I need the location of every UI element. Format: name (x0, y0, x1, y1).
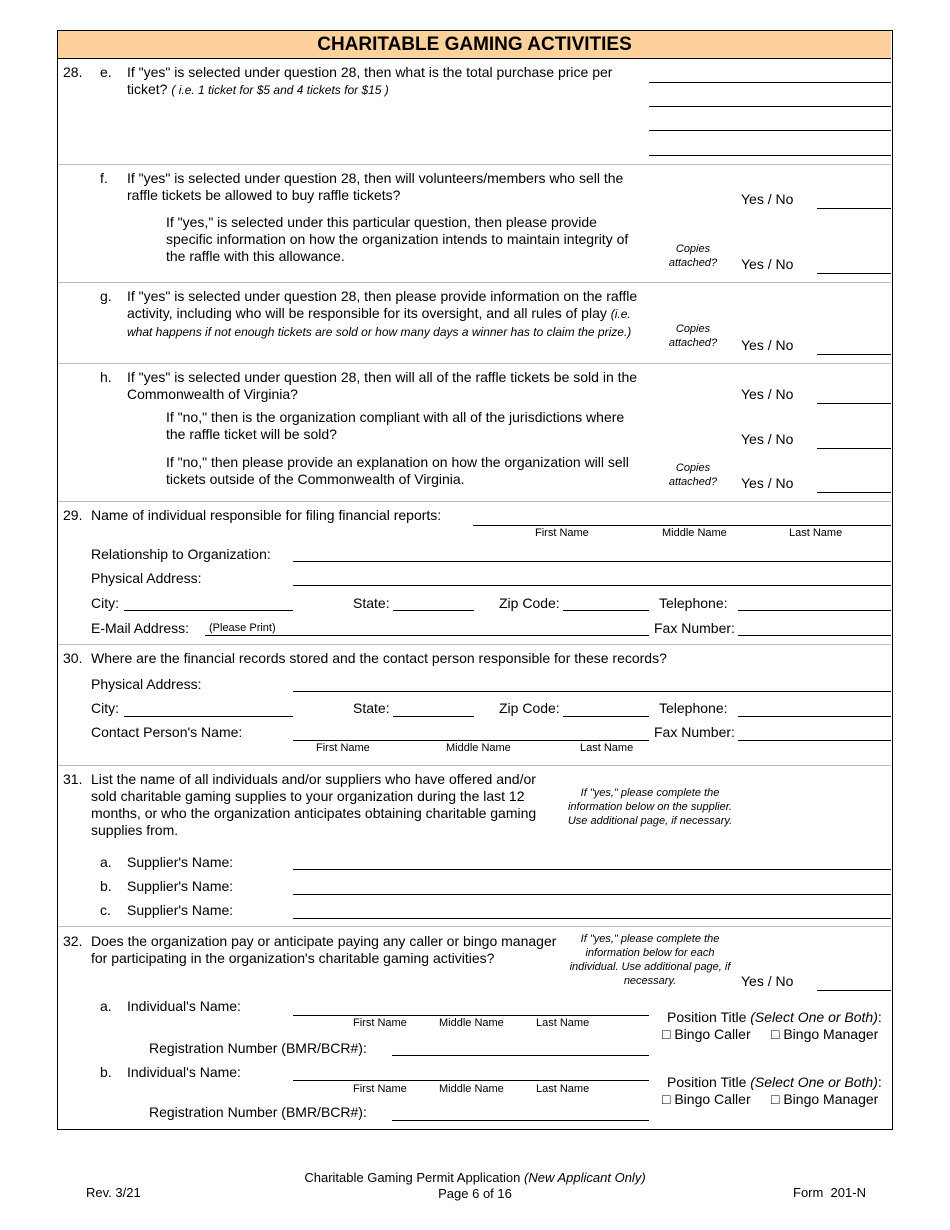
divider (58, 501, 891, 502)
divider (58, 363, 891, 364)
divider (58, 644, 891, 645)
q28g-copies-attached: Copies attached? (668, 323, 718, 349)
q29-fax-label: Fax Number: (654, 620, 735, 636)
q28g-text: If "yes" is selected under question 28, then please provide information on the raffle activity, including who will be responsible for its oversight, and all rules of play (i.e. what happens if not enough tickets are sold or how many days a winner has to claim the prize.) (127, 288, 638, 339)
q29-text: Name of individual responsible for filing financial reports: (91, 507, 442, 523)
q28f-text: If "yes" is selected under question 28, then will volunteers/members who sell the raffle tickets be allowed to buy raffle tickets? (127, 170, 624, 203)
q29-city-field[interactable] (124, 610, 293, 611)
q28h-yes-no[interactable]: Yes / No (741, 386, 794, 402)
q28h-sub1-answer-line[interactable] (817, 448, 891, 449)
q32-yes-no[interactable]: Yes / No (741, 973, 794, 989)
q28h-sub1-yes-no[interactable]: Yes / No (741, 431, 794, 447)
q28f-sub-answer-line[interactable] (817, 273, 891, 274)
q28e-line-3[interactable] (649, 130, 891, 131)
section-header (58, 31, 891, 59)
q30-telephone-field[interactable] (738, 716, 891, 717)
q29-state-label: State: (353, 595, 390, 611)
q30-state-field[interactable] (393, 716, 474, 717)
q29-first-name-caption: First Name (535, 527, 589, 539)
q32a-last-name-caption: Last Name (536, 1017, 590, 1029)
q29-fax-field[interactable] (738, 635, 891, 636)
q28h-sub2-text: If "no," then please provide an explanation on how the organization will sell tickets outside of the Commonwealth of Virginia. (166, 454, 629, 487)
q32-item-letter: b. (100, 1064, 112, 1080)
q29-zip-label: Zip Code: (499, 595, 560, 611)
q28g-yes-no[interactable]: Yes / No (741, 337, 794, 353)
q32-note: If "yes," please complete the information below for each individual. Use additional page, if necessary. (569, 933, 731, 987)
q31a-field[interactable] (293, 869, 891, 870)
q32b-bingo-manager-checkbox[interactable]: □ Bingo Manager (771, 1091, 879, 1107)
q28f-sub-yes-no[interactable]: Yes / No (741, 256, 794, 272)
q29-email-label: E-Mail Address: (91, 620, 190, 636)
q29-telephone-field[interactable] (738, 610, 891, 611)
q31b-field[interactable] (293, 894, 891, 895)
q29-state-field[interactable] (393, 610, 474, 611)
q32b-registration-label: Registration Number (BMR/BCR#): (149, 1104, 367, 1120)
q32a-position-title: Position Title (Select One or Both): (667, 1009, 882, 1025)
q29-telephone-label: Telephone: (659, 595, 728, 611)
q28f-sub-text: If "yes," is selected under this particular question, then please provide specific information on how the organization intends to maintain integrity of the raffle with this allowance. (166, 214, 629, 264)
q30-number: 30. (63, 650, 83, 666)
q28h-text: If "yes" is selected under question 28, then will all of the raffle tickets be sold in the Commonwealth of Virginia? (127, 369, 638, 402)
q30-address-field[interactable] (293, 691, 891, 692)
q31c-field[interactable] (293, 918, 891, 919)
q28g-letter: g. (100, 288, 112, 304)
q29-zip-field[interactable] (563, 610, 649, 611)
q31-note: If "yes," please complete the information below on the supplier. Use additional page, if necessary. (567, 787, 733, 827)
q29-number: 29. (63, 507, 83, 523)
q31-item-letter: c. (100, 902, 111, 918)
footer-page-number: Page 6 of 16 (438, 1186, 512, 1201)
q29-city-label: City: (91, 595, 119, 611)
q29-address-field[interactable] (293, 585, 891, 586)
q28h-sub1-text: If "no," then is the organization compliant with all of the jurisdictions where the raffle ticket will be sold? (166, 409, 625, 442)
q28g-answer-line[interactable] (817, 354, 891, 355)
q32a-bingo-manager-checkbox[interactable]: □ Bingo Manager (771, 1026, 879, 1042)
q28h-copies-attached: Copies attached? (668, 462, 718, 488)
q29-please-print: (Please Print) (209, 622, 276, 634)
q32-item-letter: a. (100, 998, 112, 1014)
q28-number: 28. (63, 64, 83, 80)
footer-form-number: Form 201-N (793, 1185, 866, 1200)
q31-item-letter: a. (100, 854, 112, 870)
q28e-letter: e. (100, 64, 112, 80)
q30-zip-label: Zip Code: (499, 700, 560, 716)
q29-relationship-field[interactable] (293, 561, 891, 562)
q28h-letter: h. (100, 369, 112, 385)
divider (58, 282, 891, 283)
q32a-name-label: Individual's Name: (127, 998, 241, 1014)
section-title: CHARITABLE GAMING ACTIVITIES (317, 34, 632, 55)
divider (58, 765, 891, 766)
q28e-text: If "yes" is selected under question 28, then what is the total purchase price per ticket? ( i.e. 1 ticket for $5 and 4 tickets for $15 ) (127, 64, 613, 97)
q28h-sub2-yes-no[interactable]: Yes / No (741, 475, 794, 491)
q30-state-label: State: (353, 700, 390, 716)
q32-text: Does the organization pay or anticipate paying any caller or bingo manager for participating in the organization's charitable gaming activities? (91, 933, 557, 966)
q31b-label: Supplier's Name: (127, 878, 234, 894)
q32a-registration-field[interactable] (392, 1055, 649, 1056)
q30-fax-label: Fax Number: (654, 724, 735, 740)
q30-text: Where are the financial records stored and the contact person responsible for these records? (91, 650, 667, 666)
divider (58, 926, 891, 927)
q32b-name-label: Individual's Name: (127, 1064, 241, 1080)
q30-telephone-label: Telephone: (659, 700, 728, 716)
q30-zip-field[interactable] (563, 716, 649, 717)
q28h-answer-line[interactable] (817, 403, 891, 404)
q31-text: List the name of all individuals and/or suppliers who have offered and/or sold charitable gaming supplies to your organization during the last 12 months, or who the organization anticipates obtaining charitable gaming supplies from. (91, 771, 537, 838)
q30-fax-field[interactable] (738, 740, 891, 741)
q32a-registration-label: Registration Number (BMR/BCR#): (149, 1040, 367, 1056)
q30-contact-label: Contact Person's Name: (91, 724, 243, 740)
q32b-position-title: Position Title (Select One or Both): (667, 1074, 882, 1090)
footer-title: Charitable Gaming Permit Application (New Applicant Only) (304, 1170, 646, 1185)
q28f-yes-no[interactable]: Yes / No (741, 191, 794, 207)
q32b-registration-field[interactable] (392, 1120, 649, 1121)
q28h-sub2-answer-line[interactable] (817, 492, 891, 493)
q29-name-line[interactable] (473, 525, 891, 526)
q30-city-field[interactable] (124, 716, 293, 717)
q32b-first-name-caption: First Name (353, 1083, 407, 1095)
q30-middle-name-caption: Middle Name (446, 742, 511, 754)
q32-answer-line[interactable] (817, 990, 891, 991)
q32b-name-field[interactable] (293, 1080, 649, 1081)
q30-first-name-caption: First Name (316, 742, 370, 754)
q29-relationship-label: Relationship to Organization: (91, 546, 271, 562)
q30-last-name-caption: Last Name (580, 742, 634, 754)
q32a-bingo-caller-checkbox[interactable]: □ Bingo Caller (662, 1026, 751, 1042)
q29-email-field[interactable] (205, 635, 649, 636)
q32b-last-name-caption: Last Name (536, 1083, 590, 1095)
q28e-line-2[interactable] (649, 106, 891, 107)
q28f-answer-line[interactable] (817, 208, 891, 209)
q30-city-label: City: (91, 700, 119, 716)
q31-item-letter: b. (100, 878, 112, 894)
q31c-label: Supplier's Name: (127, 902, 234, 918)
q29-last-name-caption: Last Name (789, 527, 843, 539)
q32b-bingo-caller-checkbox[interactable]: □ Bingo Caller (662, 1091, 751, 1107)
q28e-line-1[interactable] (649, 82, 891, 83)
q31a-label: Supplier's Name: (127, 854, 234, 870)
q28e-line-4[interactable] (649, 155, 891, 156)
q28f-copies-attached: Copies attached? (668, 243, 718, 269)
q29-address-label: Physical Address: (91, 570, 202, 586)
q30-address-label: Physical Address: (91, 676, 202, 692)
q30-contact-field[interactable] (293, 740, 649, 741)
q32a-first-name-caption: First Name (353, 1017, 407, 1029)
q32a-middle-name-caption: Middle Name (439, 1017, 504, 1029)
footer-revision: Rev. 3/21 (86, 1185, 141, 1200)
q32b-middle-name-caption: Middle Name (439, 1083, 504, 1095)
q28f-letter: f. (100, 170, 108, 186)
divider (58, 164, 891, 165)
q29-middle-name-caption: Middle Name (662, 527, 727, 539)
q32-number: 32. (63, 933, 83, 949)
q31-number: 31. (63, 771, 83, 787)
q32a-name-field[interactable] (293, 1015, 649, 1016)
